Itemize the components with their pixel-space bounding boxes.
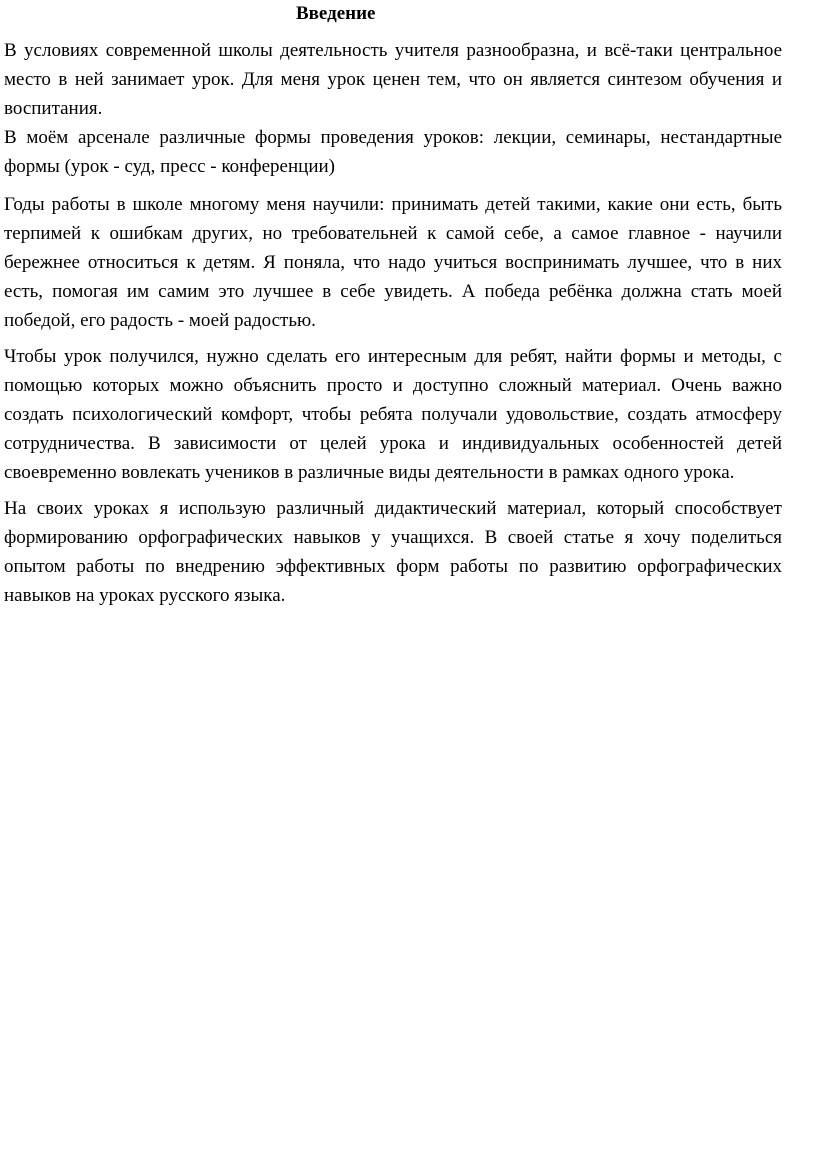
document-title: Введение [296,3,376,24]
document-body [4,36,782,610]
paragraph-article-purpose: На своих уроках я использую различный дидактический материал, который способствует формированию орфографических навыков у учащихся. В своей статье я хочу поделиться опытом работы по внедрению эффективных форм работы по развитию орфографических навыков на уроках русского языка. [4,498,782,606]
paragraph-intro: В условиях современной школы деятельность учителя разнообразна, и всё-таки центральное место в ней занимает урок. Для меня урок ценен тем, что он является синтезом обучения и воспитания. [4,40,782,119]
paragraph-experience: Годы работы в школе многому меня научили: принимать детей такими, какие они есть, быть терпимей к ошибкам других, но требовательней к самой себе, а самое главное - научили бережнее относиться к детям. Я поняла, что надо учиться воспринимать лучшее, что в них есть, помогая им самим это лучшее в себе увидеть. А победа ребёнка должна стать моей победой, его радость - моей радостью. [4,194,782,331]
paragraph-lesson-forms: В моём арсенале различные формы проведения уроков: лекции, семинары, нестандартные формы (урок - суд, пресс - конференции) [4,127,782,177]
paragraph-lesson-goals: Чтобы урок получился, нужно сделать его интересным для ребят, найти формы и методы, с помощью которых можно объяснить просто и доступно сложный материал. Очень важно создать психологический комфорт, чтобы ребята получали удовольствие, создать атмосферу сотрудничества. В зависимости от целей урока и индивидуальных особенностей детей своевременно вовлекать учеников в различные виды деятельности в рамках одного урока. [4,346,782,483]
